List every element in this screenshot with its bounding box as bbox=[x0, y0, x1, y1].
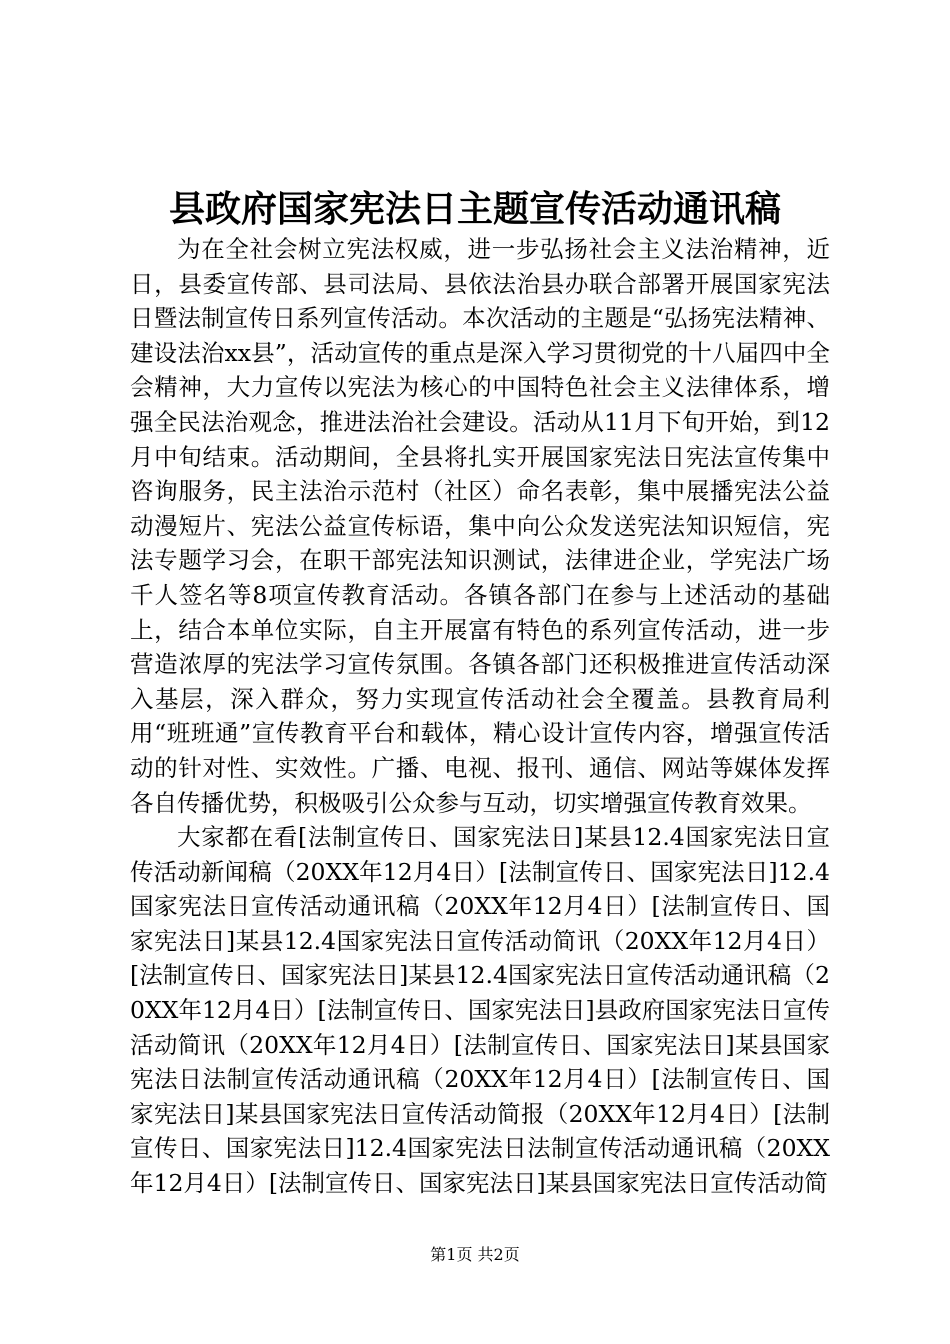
page-footer: 第1页 共2页 bbox=[430, 1245, 520, 1264]
document-title: 县政府国家宪法日主题宣传活动通讯稿 bbox=[168, 188, 781, 230]
paragraph-1: 为在全社会树立宪法权威，进一步弘扬社会主义法治精神，近日，县委宣传部、县司法局、县依法治县办联合部署开展国家宪法日暨法制宣传日系列宣传活动。本次活动的主题是“弘扬宪法精神、建设法治xx县”，活动宣传的重点是深入学习贯彻党的十八届四中全会精神，大力宣传以宪法为核心的中国特色社会主义法律体系，增强全民法治观念，推进法治社会建设。活动从11月下旬开始，到12月中旬结束。活动期间，全县将扎实开展国家宪法日宪法宣传集中咨询服务，民主法治示范村（社区）命名表彰，集中展播宪法公益动漫短片、宪法公益宣传标语，集中向公众发送宪法知识短信，宪法专题学习会，在职干部宪法知识测试，法律进企业，学宪法广场千人签名等8项宣传教育活动。各镇各部门在参与上述活动的基础上，结合本单位实际，自主开展富有特色的系列宣传活动，进一步营造浓厚的宪法学习宣传氛围。各镇各部门还积极推进宣传活动深入基层，深入群众，努力实现宣传活动社会全覆盖。县教育局利用“班班通”宣传教育平台和载体，精心设计宣传内容，增强宣传活动的针对性、实效性。广播、电视、报刊、通信、网站等媒体发挥各自传播优势，积极吸引公众参与互动，切实增强宣传教育效果。 bbox=[130, 235, 830, 817]
document-body bbox=[130, 232, 830, 1201]
paragraph-2: 大家都在看[法制宣传日、国家宪法日]某县12.4国家宪法日宣传活动新闻稿（20XX年12月4日）[法制宣传日、国家宪法日]12.4国家宪法日宣传活动通讯稿（20XX年12月4日）[法制宣传日、国家宪法日]某县12.4国家宪法日宣传活动简讯（20XX年12月4日）[法制宣传日、国家宪法日]某县12.4国家宪法日宣传活动通讯稿（20XX年12月4日）[法制宣传日、国家宪法日]县政府国家宪法日宣传活动简讯（20XX年12月4日）[法制宣传日、国家宪法日]某县国家宪法日法制宣传活动通讯稿（20XX年12月4日）[法制宣传日、国家宪法日]某县国家宪法日宣传活动简报（20XX年12月4日）[法制宣传日、国家宪法日]12.4国家宪法日法制宣传活动通讯稿（20XX年12月4日）[法制宣传日、国家宪法日]某县国家宪法日宣传活动简 bbox=[130, 823, 830, 1198]
